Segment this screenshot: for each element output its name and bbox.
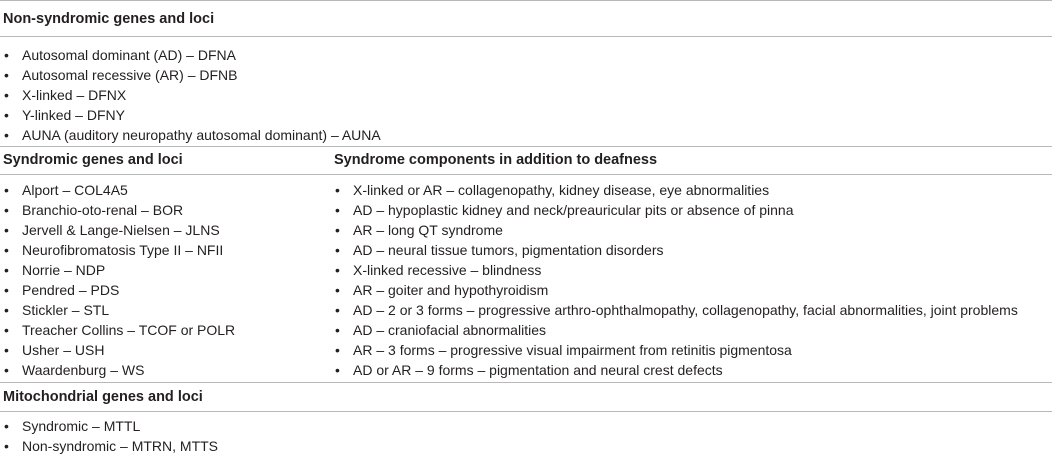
list-item: • X-linked or AR – collagenopathy, kidney disease, eye abnormalities — [335, 182, 770, 198]
bullet: • — [335, 182, 340, 198]
nonsyndromic-heading-rule — [0, 36, 1052, 37]
list-item: • Usher – USH — [4, 342, 105, 358]
list-item: • AR – long QT syndrome — [335, 222, 503, 238]
nonsyndromic-list — [0, 45, 381, 145]
syndromic-heading-right: Syndrome components in addition to deafness — [334, 152, 658, 168]
mitochondrial-list — [0, 416, 218, 456]
list-item: • AD or AR – 9 forms – pigmentation and neural crest defects — [335, 362, 723, 378]
bullet: • — [4, 322, 9, 338]
bullet: • — [335, 362, 340, 378]
bullet: • — [4, 202, 9, 218]
bullet: • — [335, 342, 340, 358]
bullet: • — [335, 242, 340, 258]
bullet: • — [335, 202, 340, 218]
list-item: • Norrie – NDP — [4, 262, 106, 278]
bullet: • — [335, 262, 340, 278]
list-item: • Alport – COL4A5 — [4, 182, 128, 198]
bullet: • — [4, 362, 9, 378]
list-item: • AD – hypoplastic kidney and neck/preauricular pits or absence of pinna — [335, 202, 794, 218]
bullet: • — [4, 87, 9, 103]
list-item: • Pendred – PDS — [4, 282, 120, 298]
bullet: • — [4, 182, 9, 198]
list-item: • Neurofibromatosis Type II – NFII — [4, 242, 224, 258]
list-item: • AD – craniofacial abnormalities — [335, 322, 546, 338]
bullet: • — [4, 107, 9, 123]
bullet: • — [4, 242, 9, 258]
syndrome-components-list — [331, 180, 1018, 380]
list-item: • Autosomal recessive (AR) – DFNB — [4, 67, 238, 83]
mitochondrial-heading: Mitochondrial genes and loci — [3, 389, 203, 405]
bullet: • — [335, 302, 340, 318]
list-item: • X-linked – DFNX — [4, 87, 127, 103]
list-item: • Treacher Collins – TCOF or POLR — [4, 322, 236, 338]
mitochondrial-heading-rule — [0, 411, 1052, 412]
list-item: • Branchio-oto-renal – BOR — [4, 202, 184, 218]
list-item: • X-linked recessive – blindness — [335, 262, 542, 278]
bullet: • — [4, 418, 9, 434]
bullet: • — [4, 302, 9, 318]
list-item: • Jervell & Lange-Nielsen – JLNS — [4, 222, 220, 238]
syndromic-loci-list — [0, 180, 235, 380]
top-rule — [0, 0, 1052, 1]
bullet: • — [4, 262, 9, 278]
bullet: • — [4, 47, 9, 63]
list-item: • Waardenburg – WS — [4, 362, 145, 378]
list-item: • AR – 3 forms – progressive visual impairment from retinitis pigmentosa — [335, 342, 792, 358]
bullet: • — [4, 222, 9, 238]
nonsyndromic-heading: Non-syndromic genes and loci — [3, 11, 215, 27]
bullet: • — [4, 438, 9, 454]
syndromic-heading-left: Syndromic genes and loci — [3, 152, 183, 168]
list-item: • Non-syndromic – MTRN, MTTS — [4, 438, 219, 454]
bullet: • — [335, 222, 340, 238]
syndromic-top-rule — [0, 146, 1052, 147]
bullet: • — [335, 282, 340, 298]
syndromic-heading-rule — [0, 174, 1052, 175]
list-item: • AD – neural tissue tumors, pigmentation disorders — [335, 242, 664, 258]
list-item: • AR – goiter and hypothyroidism — [335, 282, 549, 298]
list-item: • Y-linked – DFNY — [4, 107, 125, 123]
bullet: • — [335, 322, 340, 338]
list-item: • Stickler – STL — [4, 302, 110, 318]
bullet: • — [4, 282, 9, 298]
bullet: • — [4, 342, 9, 358]
list-item: • Autosomal dominant (AD) – DFNA — [4, 47, 236, 63]
list-item: • AUNA (auditory neuropathy autosomal dominant) – AUNA — [4, 127, 381, 143]
bullet: • — [4, 67, 9, 83]
bullet: • — [4, 127, 9, 143]
list-item: • AD – 2 or 3 forms – progressive arthro-ophthalmopathy, collagenopathy, facial abnormalities, joint problems — [335, 302, 1018, 318]
mitochondrial-top-rule — [0, 382, 1052, 383]
list-item: • Syndromic – MTTL — [4, 418, 141, 434]
